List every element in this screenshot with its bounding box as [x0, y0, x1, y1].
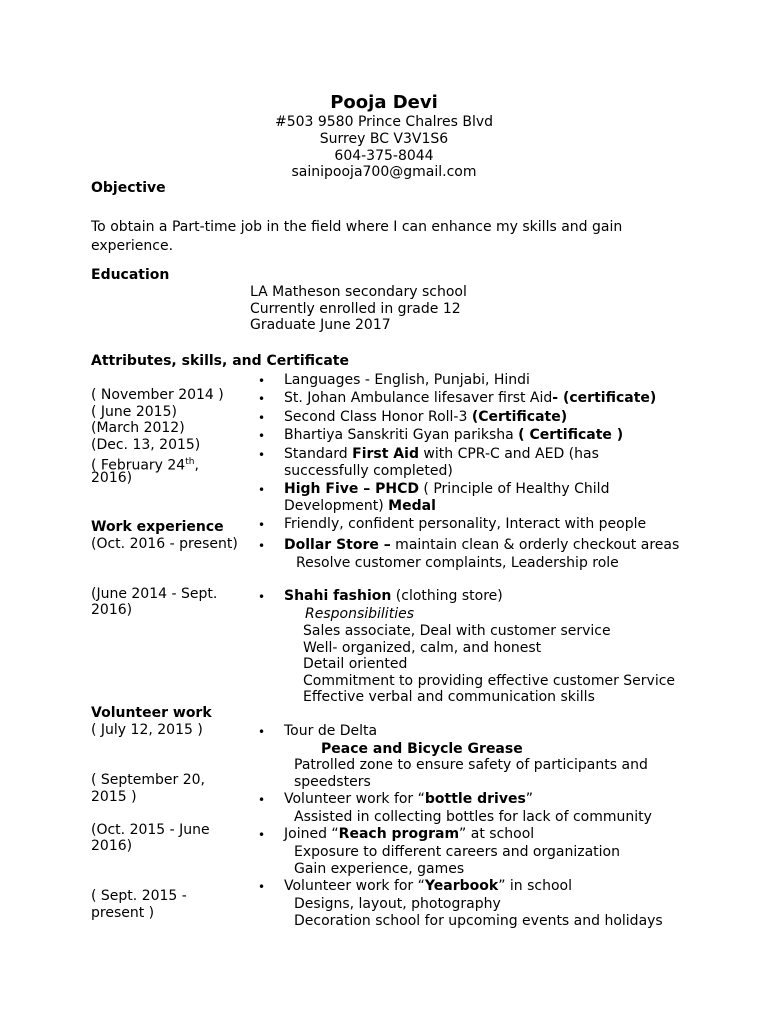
address-line-2: Surrey BC V3V1S6 — [319, 131, 449, 147]
responsibility-item: Commitment to providing effective customer Service — [303, 673, 676, 689]
work-item-dollar-store: Dollar Store – maintain clean & orderly checkout areas — [284, 537, 680, 553]
work-date: 2016) — [91, 602, 133, 618]
bullet-icon: • — [258, 539, 266, 553]
volunteer-item-peace-bicycle: Peace and Bicycle Grease — [321, 741, 523, 757]
bullet-icon: • — [258, 518, 266, 532]
volunteer-item-bottle-drives: Volunteer work for “bottle drives” — [284, 791, 534, 807]
volunteer-item-yearbook-desc-1: Designs, layout, photography — [294, 896, 501, 912]
applicant-name: Pooja Devi — [330, 92, 438, 113]
volunteer-item-reach-program: Joined “Reach program” at school — [284, 826, 535, 842]
volunteer-heading: Volunteer work — [91, 705, 212, 721]
education-heading: Education — [91, 267, 170, 283]
volunteer-date: (Oct. 2015 - June — [91, 822, 210, 838]
objective-text-line-2: experience. — [91, 238, 174, 254]
volunteer-date: present ) — [91, 905, 155, 921]
bullet-icon: • — [258, 374, 266, 388]
bullet-icon: • — [258, 793, 266, 807]
attribute-item-ambulance: St. Johan Ambulance lifesaver first Aid- (certificate) — [284, 390, 657, 406]
volunteer-item-tour-de-delta: Tour de Delta — [284, 723, 378, 739]
volunteer-item-patrol-line-2: speedsters — [294, 774, 371, 790]
volunteer-item-patrol-line-1: Patrolled zone to ensure safety of participants and — [294, 757, 648, 773]
work-experience-heading: Work experience — [91, 519, 224, 535]
attribute-date: (March 2012) — [91, 420, 185, 436]
volunteer-date: ( September 20, — [91, 772, 206, 788]
bullet-icon: • — [258, 483, 266, 497]
attributes-heading: Attributes, skills, and Certificate — [91, 353, 349, 369]
responsibility-item: Sales associate, Deal with customer service — [303, 623, 611, 639]
bullet-icon: • — [258, 448, 266, 462]
volunteer-item-reach-desc-1: Exposure to different careers and organization — [294, 844, 620, 860]
responsibility-item: Effective verbal and communication skills — [303, 689, 595, 705]
objective-text-line-1: To obtain a Part-time job in the field where I can enhance my skills and gain — [91, 219, 623, 235]
volunteer-date: ( Sept. 2015 - — [91, 888, 187, 904]
education-status: Currently enrolled in grade 12 — [250, 301, 461, 317]
education-school: LA Matheson secondary school — [250, 284, 467, 300]
volunteer-item-reach-desc-2: Gain experience, games — [294, 861, 465, 877]
phone-number: 604-375-8044 — [334, 148, 434, 164]
attribute-date: ( June 2015) — [91, 404, 177, 420]
responsibility-item: Detail oriented — [303, 656, 408, 672]
volunteer-date: ( July 12, 2015 ) — [91, 722, 203, 738]
volunteer-item-yearbook-desc-2: Decoration school for upcoming events and holidays — [294, 913, 663, 929]
education-graduate: Graduate June 2017 — [250, 317, 391, 333]
responsibility-item: Well- organized, calm, and honest — [303, 640, 542, 656]
attribute-item-high-five-line-2: Development) Medal — [284, 498, 436, 514]
bullet-icon: • — [258, 429, 266, 443]
email-address: sainipooja700@gmail.com — [291, 164, 477, 180]
volunteer-item-bottle-desc: Assisted in collecting bottles for lack of community — [294, 809, 652, 825]
work-item-shahi-fashion: Shahi fashion (clothing store) — [284, 588, 503, 604]
bullet-icon: • — [258, 392, 266, 406]
attribute-item-first-aid: Standard First Aid with CPR-C and AED (has — [284, 446, 599, 462]
attribute-date: (Dec. 13, 2015) — [91, 437, 201, 453]
bullet-icon: • — [258, 725, 266, 739]
attribute-date: ( February 24th, — [91, 457, 199, 474]
attribute-item-first-aid-line-2: successfully completed) — [284, 463, 453, 479]
work-date: (Oct. 2016 - present) — [91, 536, 238, 552]
bullet-icon: • — [258, 828, 266, 842]
address-line-1: #503 9580 Prince Chalres Blvd — [274, 114, 494, 130]
attribute-item-bhartiya: Bhartiya Sanskriti Gyan pariksha ( Certificate ) — [284, 427, 624, 443]
attribute-item-languages: Languages - English, Punjabi, Hindi — [284, 372, 530, 388]
volunteer-date: 2016) — [91, 838, 133, 854]
attribute-item-honor-roll: Second Class Honor Roll-3 (Certificate) — [284, 409, 568, 425]
attribute-date: 2016) — [91, 470, 133, 486]
volunteer-item-yearbook: Volunteer work for “Yearbook” in school — [284, 878, 572, 894]
attribute-item-friendly: Friendly, confident personality, Interact with people — [284, 516, 647, 532]
objective-heading: Objective — [91, 180, 166, 196]
attribute-item-high-five: High Five – PHCD ( Principle of Healthy Child — [284, 481, 610, 497]
bullet-icon: • — [258, 411, 266, 425]
work-item-dollar-store-line-2: Resolve customer complaints, Leadership role — [296, 555, 619, 571]
responsibilities-label: Responsibilities — [305, 606, 414, 622]
attribute-date: ( November 2014 ) — [91, 387, 224, 403]
bullet-icon: • — [258, 590, 266, 604]
work-date: (June 2014 - Sept. — [91, 586, 218, 602]
volunteer-date: 2015 ) — [91, 789, 137, 805]
bullet-icon: • — [258, 880, 266, 894]
